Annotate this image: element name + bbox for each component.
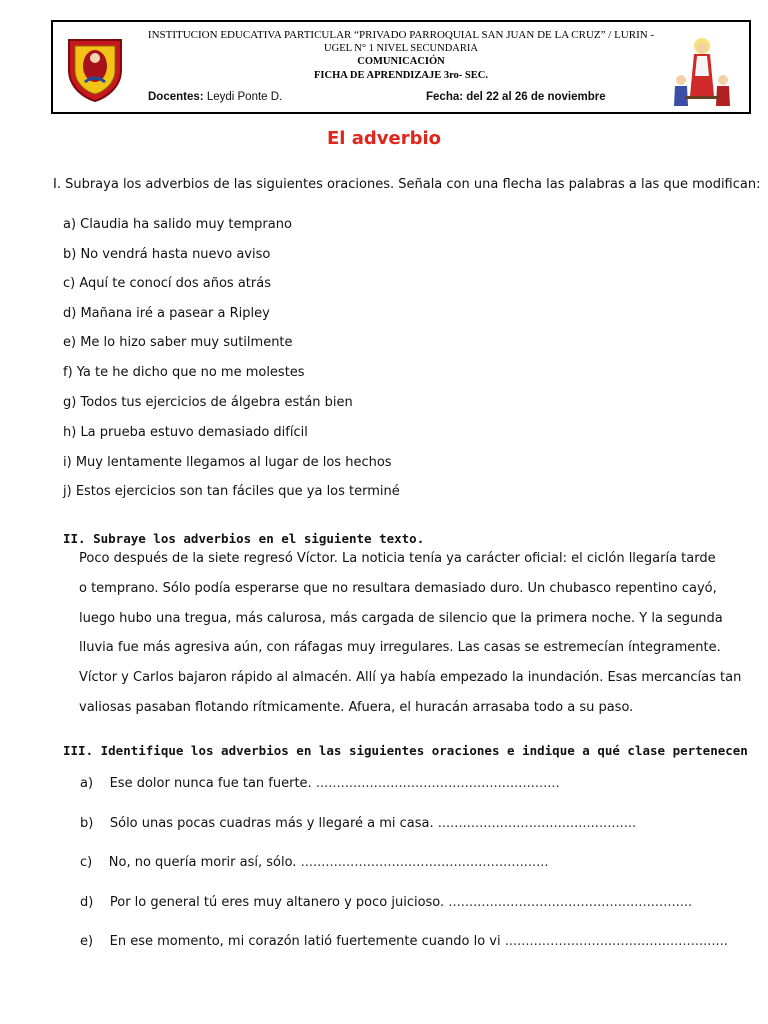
exercise-item: [80, 855, 549, 870]
paragraph-line: Víctor y Carlos bajaron rápido al almacén. Allí ya había empezado la inundación. Esas mercancías tan: [79, 670, 742, 685]
list-item: h) La prueba estuvo demasiado difícil: [63, 425, 308, 440]
answer-blank: ...........................................................: [448, 895, 693, 910]
exercise-text: Ese dolor nunca fue tan fuerte.: [109, 776, 312, 791]
section-3-heading: III. Identifique los adverbios en las siguientes oraciones e indique a qué clase pertenecen: [63, 743, 748, 758]
answer-blank: ...........................................................: [315, 776, 560, 791]
list-item: d) Mañana iré a pasear a Ripley: [63, 306, 270, 321]
date-line: Fecha: del 22 al 26 de noviembre: [426, 91, 606, 103]
subject: COMUNICACIÓN: [357, 56, 445, 67]
exercise-text: No, no quería morir así, sólo.: [108, 855, 297, 870]
teacher-line: [148, 91, 282, 103]
paragraph-line: o temprano. Sólo podía esperarse que no resultara demasiado duro. Un chubasco repentino cayó,: [79, 581, 717, 596]
answer-blank: ................................................: [437, 816, 637, 831]
section-2-heading: II. Subraye los adverbios en el siguiente texto.: [63, 531, 425, 546]
list-item: j) Estos ejercicios son tan fáciles que ya los terminé: [63, 484, 400, 499]
paragraph-line: Poco después de la siete regresó Víctor. La noticia tenía ya carácter oficial: el ciclón llegaría tarde: [79, 551, 716, 566]
exercise-text: Por lo general tú eres muy altanero y poco juicioso.: [109, 895, 445, 910]
paragraph-line: valiosas pasaban flotando rítmicamente. Afuera, el huracán arrasaba todo a su paso.: [79, 700, 634, 715]
list-item: f) Ya te he dicho que no me molestes: [63, 365, 305, 380]
list-item: e) Me lo hizo saber muy sutilmente: [63, 335, 293, 350]
exercise-item: [80, 934, 728, 949]
school-name: INSTITUCION EDUCATIVA PARTICULAR “PRIVADO PARROQUIAL SAN JUAN DE LA CRUZ” / LURIN -: [147, 29, 655, 41]
list-item: g) Todos tus ejercicios de álgebra están bien: [63, 395, 353, 410]
exercise-text: En ese momento, mi corazón latió fuertemente cuando lo vi: [109, 934, 501, 949]
list-item: b) No vendrá hasta nuevo aviso: [63, 247, 271, 262]
ugel-level: UGEL N° 1 NIVEL SECUNDARIA: [324, 43, 478, 54]
exercise-item: [80, 895, 692, 910]
exercise-letter: a): [80, 776, 94, 791]
list-item: c) Aquí te conocí dos años atrás: [63, 276, 271, 291]
exercise-letter: e): [80, 934, 94, 949]
page-title: El adverbio: [326, 128, 441, 149]
exercise-text: Sólo unas pocas cuadras más y llegaré a mi casa.: [109, 816, 434, 831]
answer-blank: ......................................................: [504, 934, 728, 949]
exercise-letter: c): [80, 855, 93, 870]
worksheet-header: [51, 20, 751, 114]
exercise-letter: b): [80, 816, 94, 831]
worksheet-label: FICHA DE APRENDIZAJE 3ro- SEC.: [314, 70, 488, 81]
list-item: i) Muy lentamente llegamos al lugar de los hechos: [63, 455, 392, 470]
paragraph-line: luego hubo una tregua, más calurosa, más cargada de silencio que la primera noche. Y la segunda: [79, 611, 723, 626]
exercise-item: [80, 816, 636, 831]
paragraph-line: lluvia fue más agresiva aún, con ráfagas muy irregulares. Las casas se estremecían íntegramente.: [79, 640, 721, 655]
section-1-heading: I. Subraya los adverbios de las siguientes oraciones. Señala con una flecha las palabras a las que modifican:: [53, 177, 761, 192]
exercise-item: [80, 776, 560, 791]
exercise-letter: d): [80, 895, 94, 910]
answer-blank: ............................................................: [300, 855, 549, 870]
list-item: a) Claudia ha salido muy temprano: [63, 217, 292, 232]
teacher-name: Leydi Ponte D.: [206, 91, 283, 103]
teacher-label: Docentes:: [148, 91, 204, 103]
saint-with-children-icon: [667, 36, 737, 110]
